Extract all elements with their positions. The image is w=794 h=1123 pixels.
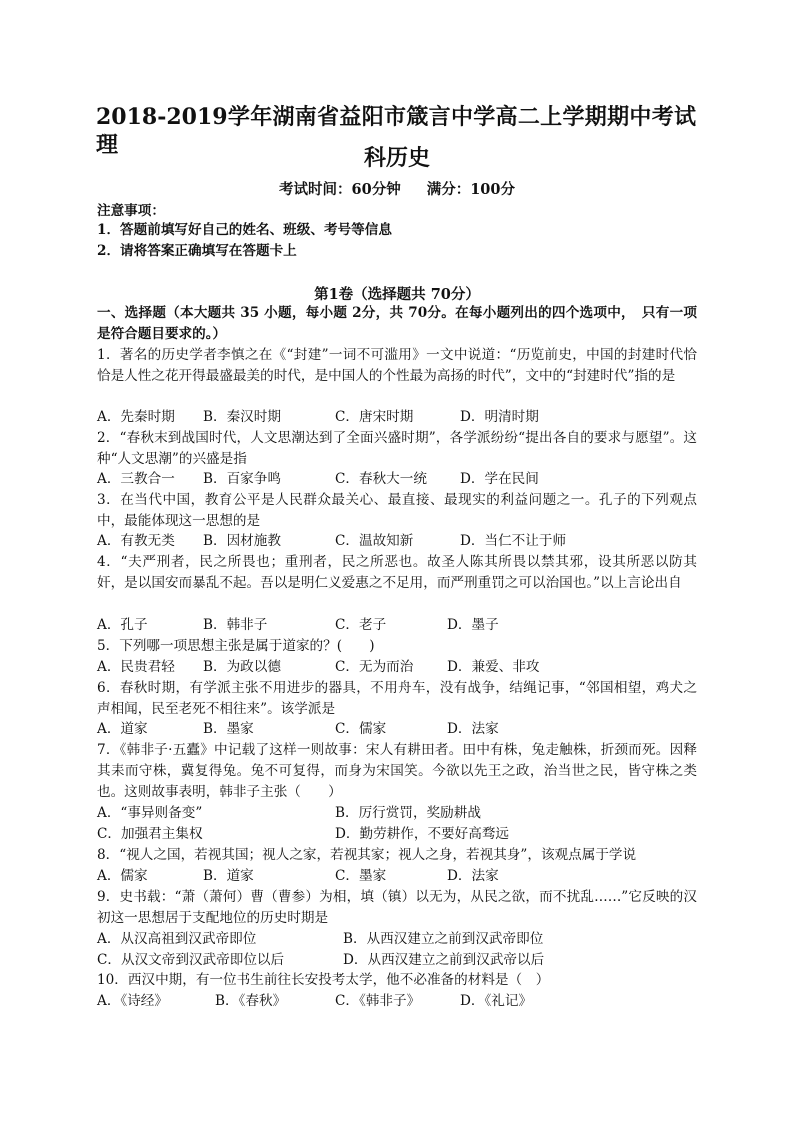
- option-d: D．当仁不让于师: [460, 533, 567, 549]
- option-a: A．先秦时期: [97, 409, 175, 425]
- notice-item: 2．请将答案正确填写在答题卡上: [97, 243, 297, 259]
- question-stem: 10．西汉中期，有一位书生前往长安投考太学，他不必准备的材料是（ ）: [97, 972, 550, 988]
- option-c: C．春秋大一统: [335, 471, 427, 487]
- option-d: D．从西汉建立之前到汉武帝以后: [343, 952, 545, 968]
- option-a: A．民贵君轻: [97, 659, 175, 675]
- question-stem: 6．春秋时期，有学派主张不用进步的器具，不用舟车，没有战争，结绳记事，“邻国相望，鸡犬之声相闻，民至老死不相往来”。该学派是: [97, 680, 697, 717]
- option-d: D．法家: [447, 721, 499, 737]
- question-stem: 4．“夫严刑者，民之所畏也；重刑者，民之所恶也。故圣人陈其所畏以禁其邪，设其所恶以防其奸，是以国安而暴乱不起。吾以是明仁义爱惠之不足用，而严刑重罚之可以治国也。”以上言论出自: [97, 554, 697, 591]
- option-b: B．秦汉时期: [203, 409, 281, 425]
- question-stem: 5．下列哪一项思想主张是属于道家的？( ): [97, 638, 375, 654]
- section-title: 第1卷（选择题共 70分）: [314, 286, 480, 303]
- option-b: B．道家: [203, 868, 254, 884]
- option-b: B．《春秋》: [215, 993, 287, 1009]
- option-d: D．《礼记》: [460, 993, 533, 1009]
- option-d: D．勤劳耕作，不要好高骛远: [335, 826, 510, 842]
- option-c: C．老子: [335, 617, 387, 633]
- option-b: B．为政以德: [203, 659, 281, 675]
- question-stem: 7．《韩非子·五蠹》中记载了这样一则故事：宋人有耕田者。田中有株，兔走触株，折颈而死。因释其耒而守株，冀复得兔。兔不可复得，而身为宋国笑。今欲以先王之政，治当世之民，皆守株之类也。这则故事表明，韩非子主张（ ）: [97, 742, 697, 800]
- option-c: C．从汉文帝到汉武帝即位以后: [97, 952, 285, 968]
- option-a: A．儒家: [97, 868, 148, 884]
- option-b: B．百家争鸣: [203, 471, 281, 487]
- option-d: D．明清时期: [460, 409, 539, 425]
- full-score: 满分：100分: [426, 181, 515, 198]
- question-stem: 9．史书载：“萧（萧何）曹（曹参）为相，填（镇）以无为，从民之欲，而不扰乱……”它反映的汉初这一思想居于支配地位的历史时期是: [97, 889, 697, 926]
- option-a: A．孔子: [97, 617, 148, 633]
- option-a: A．道家: [97, 721, 148, 737]
- question-stem: 8．“视人之国，若视其国；视人之家，若视其家；视人之身，若视其身”，该观点属于学说: [97, 847, 637, 863]
- exam-title-line1: 2018-2019学年湖南省益阳市箴言中学高二上学期期中考试 理: [96, 104, 696, 158]
- option-c: C．加强君主集权: [97, 826, 203, 842]
- option-a: A．三教合一: [97, 471, 175, 487]
- notice-item: 1．答题前填写好自己的姓名、班级、考号等信息: [97, 222, 392, 238]
- exam-time: 考试时间：60分钟: [279, 181, 401, 198]
- option-a: A．《诗经》: [97, 993, 168, 1009]
- option-d: D．法家: [447, 868, 499, 884]
- option-a: A．有教无类: [97, 533, 175, 549]
- option-b: B．韩非子: [203, 617, 268, 633]
- notice-header: 注意事项：: [97, 203, 165, 219]
- exam-title-line2: 科历史: [363, 145, 430, 171]
- section-instructions: 一、选择题（本大题共 35 小题，每小题 2分，共 70分。在每小题列出的四个选项中， 只有一项是符合题目要求的。）: [97, 305, 697, 342]
- option-a: A．“事异则备变”: [97, 805, 203, 821]
- option-c: C．唐宋时期: [335, 409, 414, 425]
- question-stem: 3．在当代中国，教育公平是人民群众最关心、最直接、最现实的利益问题之一。孔子的下列观点中，最能体现这一思想的是: [97, 492, 697, 529]
- exam-info: [0, 178, 794, 199]
- option-b: B．墨家: [203, 721, 254, 737]
- option-b: B．从西汉建立之前到汉武帝即位: [343, 931, 544, 947]
- option-d: D．墨子: [447, 617, 499, 633]
- option-d: D．兼爱、非攻: [447, 659, 540, 675]
- option-b: B．因材施教: [203, 533, 281, 549]
- option-c: C．温故知新: [335, 533, 414, 549]
- option-a: A．从汉高祖到汉武帝即位: [97, 931, 257, 947]
- option-d: D．学在民间: [460, 471, 539, 487]
- option-c: C．无为而治: [335, 659, 414, 675]
- option-c: C．《韩非子》: [335, 993, 421, 1009]
- option-b: B．厉行赏罚，奖励耕战: [335, 805, 481, 821]
- question-stem: 1．著名的历史学者李慎之在《“封建”一词不可滥用》一文中说道：“历览前史，中国的封建时代恰恰是人性之花开得最盛最美的时代，是中国人的个性最为高扬的时代”，文中的“封建时代”指的是: [97, 347, 697, 384]
- option-c: C．墨家: [335, 868, 387, 884]
- option-c: C．儒家: [335, 721, 387, 737]
- question-stem: 2．“春秋末到战国时代，人文思潮达到了全面兴盛时期”，各学派纷纷“提出各自的要求与愿望”。这种“人文思潮”的兴盛是指: [97, 430, 697, 467]
